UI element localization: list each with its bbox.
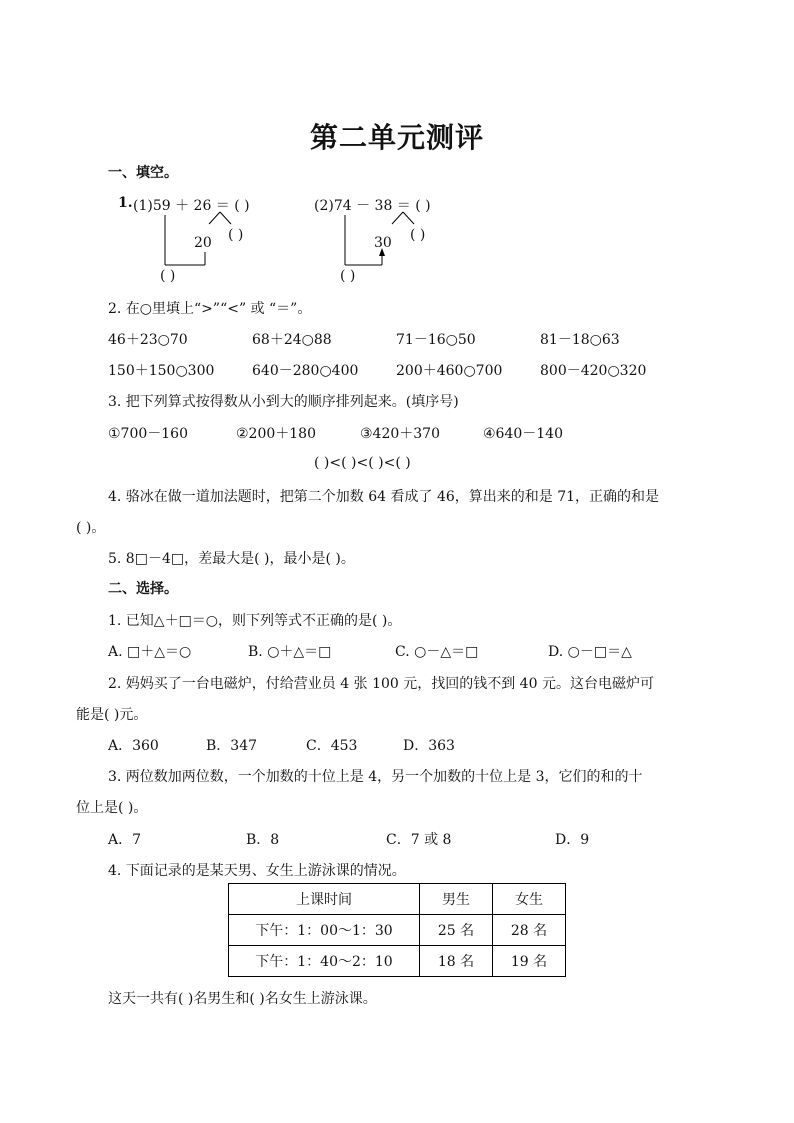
choice-3-option-b: B．8 xyxy=(246,832,280,848)
table-cell: 下午：1：00～1：30 xyxy=(229,915,420,946)
question-3-item: ③420＋370 xyxy=(360,426,440,442)
choice-2-option-a: A．360 xyxy=(108,738,159,754)
question-1b-split-blank: ( ) xyxy=(410,227,426,243)
choice-2-line-2: 能是( )元。 xyxy=(76,707,148,723)
question-2-item: 800－420○320 xyxy=(540,363,647,379)
question-2-item: 150＋150○300 xyxy=(108,363,215,379)
table-header-cell: 上课时间 xyxy=(229,884,420,915)
choice-3-line-2: 位上是( )。 xyxy=(76,800,148,816)
question-1a-expression: (1)59 ＋ 26 ＝ ( ) xyxy=(133,198,250,214)
question-2-item: 81－18○63 xyxy=(540,332,620,348)
choice-2-option-c: C．453 xyxy=(306,738,358,754)
question-2-item: 71－16○50 xyxy=(396,332,476,348)
question-2-item: 46＋23○70 xyxy=(108,332,188,348)
question-1a-split-blank: ( ) xyxy=(228,227,244,243)
choice-3-option-c: C．7 或 8 xyxy=(386,832,452,848)
question-1b-result-blank: ( ) xyxy=(340,268,356,284)
question-4-line-1: 4. 骆冰在做一道加法题时，把第二个加数 64 看成了 46，算出来的和是 71，正确的和是 xyxy=(108,489,660,505)
question-2-item: 200＋460○700 xyxy=(396,363,503,379)
choice-4-prompt: 4. 下面记录的是某天男、女生上游泳课的情况。 xyxy=(108,863,406,879)
question-3-item: ①700－160 xyxy=(108,426,188,442)
choice-1-option-a: A. □＋△＝○ xyxy=(108,644,192,660)
question-3-item: ②200＋180 xyxy=(236,426,316,442)
choice-2-option-d: D．363 xyxy=(403,738,455,754)
question-3-item: ④640－140 xyxy=(483,426,563,442)
question-2-item: 640－280○400 xyxy=(252,363,359,379)
section-choice-heading: 二、选择。 xyxy=(108,581,178,597)
choice-1-prompt: 1. 已知△＋□＝○，则下列等式不正确的是( )。 xyxy=(108,613,402,629)
table-cell: 18 名 xyxy=(420,946,493,977)
question-2-item: 68＋24○88 xyxy=(252,332,332,348)
question-3-prompt: 3. 把下列算式按得数从小到大的顺序排列起来。(填序号) xyxy=(108,394,459,410)
question-4-line-2: ( )。 xyxy=(76,520,106,536)
table-cell: 下午：1：40～2：10 xyxy=(229,946,420,977)
table-header-cell: 女生 xyxy=(493,884,566,915)
question-1a-result-blank: ( ) xyxy=(160,268,176,284)
question-1b-expression: (2)74 － 38 ＝ ( ) xyxy=(314,198,431,214)
table-cell: 28 名 xyxy=(493,915,566,946)
choice-3-option-d: D．9 xyxy=(555,832,590,848)
question-1b-thirty: 30 xyxy=(374,235,392,251)
choice-3-option-a: A．7 xyxy=(108,832,142,848)
page-title: 第二单元测评 xyxy=(309,121,484,154)
choice-4-answer-line: 这天一共有( )名男生和( )名女生上游泳课。 xyxy=(108,991,377,1007)
table-row xyxy=(229,915,566,946)
table-cell: 25 名 xyxy=(420,915,493,946)
question-5: 5. 8□－4□，差最大是( )，最小是( )。 xyxy=(108,551,355,567)
question-1-diagram-lines xyxy=(0,0,794,300)
choice-1-option-b: B. ○＋△＝□ xyxy=(248,644,332,660)
choice-3-line-1: 3. 两位数加两位数，一个加数的十位上是 4，另一个加数的十位上是 3，它们的和的十 xyxy=(108,769,643,785)
table-header-cell: 男生 xyxy=(420,884,493,915)
choice-1-option-c: C. ○－△＝□ xyxy=(395,644,479,660)
choice-1-option-d: D. ○－□＝△ xyxy=(548,644,632,660)
question-1a-twenty: 20 xyxy=(194,235,212,251)
table-header-row xyxy=(229,884,566,915)
question-2-prompt: 2. 在○里填上“>”“<” 或 “＝”。 xyxy=(108,301,312,317)
swim-class-table xyxy=(228,883,566,977)
choice-2-line-1: 2. 妈妈买了一台电磁炉，付给营业员 4 张 100 元，找回的钱不到 40 元。这台电磁炉可 xyxy=(108,676,654,692)
question-3-order-blanks: ( )<( )<( )<( ) xyxy=(314,455,411,471)
section-fill-blank-heading: 一、填空。 xyxy=(108,165,178,181)
choice-2-option-b: B．347 xyxy=(206,738,258,754)
question-1-number: 1. xyxy=(118,195,133,211)
table-row xyxy=(229,946,566,977)
table-cell: 19 名 xyxy=(493,946,566,977)
